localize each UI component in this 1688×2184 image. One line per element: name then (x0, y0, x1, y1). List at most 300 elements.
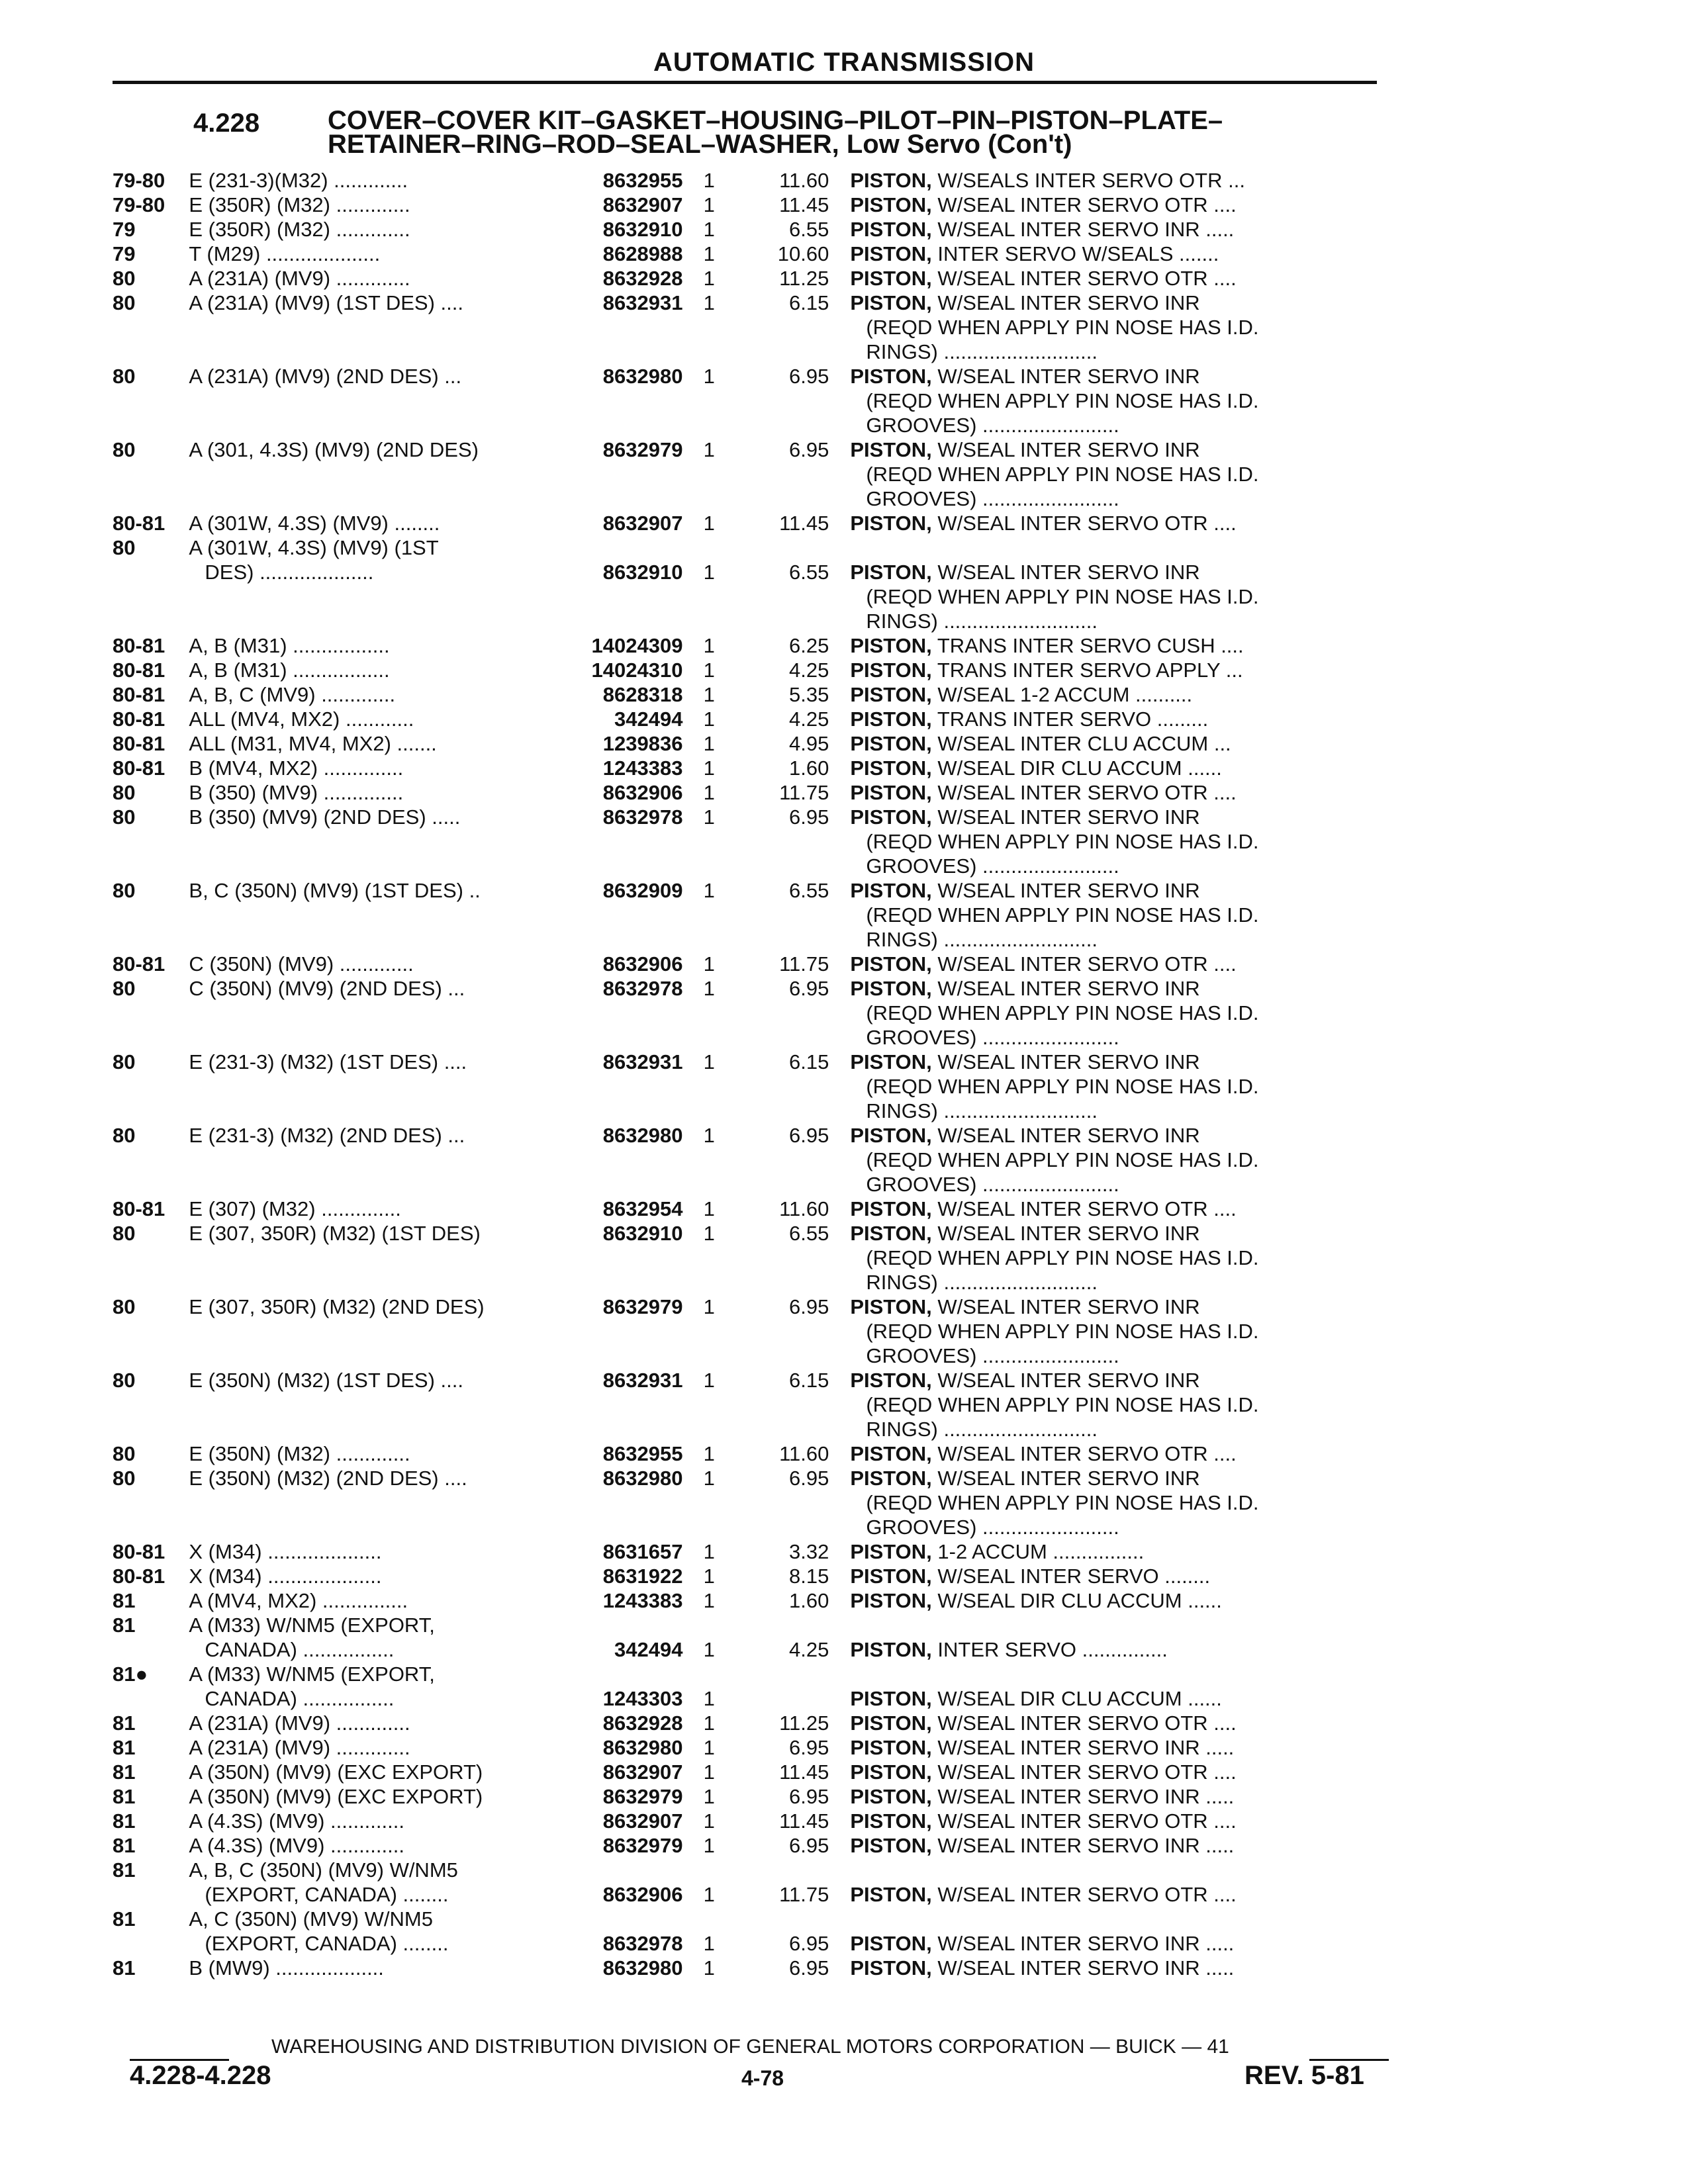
spacer (571, 1858, 682, 1882)
description-keyword: PISTON, (850, 634, 932, 657)
application-cell (189, 1613, 571, 1662)
description-cell (850, 1123, 1397, 1197)
description-line (850, 707, 1397, 731)
description-keyword: PISTON, (850, 977, 932, 1000)
description-rest: INTER SERVO ............... (931, 1638, 1168, 1661)
spacer (689, 535, 729, 560)
description-cell (850, 193, 1397, 217)
description-keyword: PISTON, (850, 193, 932, 216)
price: 6.95 (789, 1932, 829, 1955)
description-keyword: PISTON, (850, 1711, 932, 1735)
spacer (850, 1858, 1397, 1882)
price: 6.95 (789, 438, 829, 461)
price: 4.25 (789, 659, 829, 682)
application-cell (189, 1295, 571, 1368)
description-line: (REQD WHEN APPLY PIN NOSE HAS I.D. (866, 1491, 1259, 1514)
price: 4.95 (789, 732, 829, 755)
price: 3.32 (789, 1540, 829, 1563)
part-number-cell (571, 805, 689, 878)
application-line: DES) .................... (205, 561, 374, 584)
quantity-cell (689, 437, 729, 511)
description-rest: W/SEAL INTER SERVO OTR .... (931, 512, 1237, 535)
description-rest: W/SEAL INTER SERVO INR (931, 365, 1200, 388)
part-number: 8632910 (602, 1222, 683, 1245)
application-cell (189, 1735, 571, 1760)
part-number-cell (571, 1564, 689, 1588)
quantity: 1 (703, 879, 715, 902)
quantity: 1 (703, 1736, 715, 1759)
application-line: E (231-3) (M32) (1ST DES) .... (189, 1050, 467, 1073)
table-row (113, 1858, 1397, 1907)
quantity-cell (689, 1221, 729, 1295)
description-cell (850, 952, 1397, 976)
description-cell (850, 633, 1397, 658)
application-cell (189, 976, 571, 1050)
quantity: 1 (703, 291, 715, 314)
price-cell (729, 1221, 850, 1295)
quantity-cell (689, 1441, 729, 1466)
price-cell (729, 1050, 850, 1123)
price: 11.60 (779, 1442, 829, 1465)
table-row (113, 291, 1397, 364)
part-number-cell (571, 1197, 689, 1221)
part-number: 8632907 (602, 193, 683, 216)
application-line: A, B (M31) ................. (189, 659, 390, 682)
part-number-cell (571, 1662, 689, 1711)
price: 6.95 (789, 1834, 829, 1857)
description-line: (REQD WHEN APPLY PIN NOSE HAS I.D. (866, 316, 1259, 339)
year-cell: 80-81 (113, 634, 165, 657)
description-line: RINGS) ........................... (866, 1099, 1098, 1122)
quantity: 1 (703, 1760, 715, 1784)
quantity-cell (689, 511, 729, 535)
description-line (850, 976, 1397, 1001)
price-cell (729, 1907, 850, 1956)
table-row (113, 756, 1397, 780)
application-line: A (231A) (MV9) ............. (189, 1736, 410, 1759)
part-number: 8632910 (602, 561, 683, 584)
year-cell: 81● (113, 1662, 148, 1686)
quantity: 1 (703, 1711, 715, 1735)
part-number-cell (571, 682, 689, 707)
price-cell (729, 780, 850, 805)
application-line: E (350R) (M32) ............. (189, 218, 410, 241)
application-line: B (MV4, MX2) .............. (189, 756, 404, 780)
description-rest: W/SEAL INTER SERVO INR ..... (931, 1834, 1235, 1857)
part-number-cell (571, 1441, 689, 1466)
part-number: 8632980 (602, 1736, 683, 1759)
part-number: 8632928 (602, 1711, 683, 1735)
year-cell: 80-81 (113, 512, 165, 535)
quantity-cell (689, 1833, 729, 1858)
description-rest: W/SEAL INTER SERVO INR (931, 977, 1200, 1000)
application-line: B, C (350N) (MV9) (1ST DES) .. (189, 879, 481, 902)
year-cell: 80 (113, 781, 136, 804)
application-cell (189, 242, 571, 266)
part-number: 8628988 (602, 242, 683, 265)
description-keyword: PISTON, (850, 1760, 932, 1784)
application-cell (189, 1466, 571, 1539)
application-line: ALL (MV4, MX2) ............ (189, 707, 414, 731)
part-number: 8632980 (602, 1956, 683, 1979)
price: 11.60 (779, 169, 829, 192)
price-cell (729, 658, 850, 682)
application-cell (189, 633, 571, 658)
application-line: E (307, 350R) (M32) (2ND DES) (189, 1295, 485, 1318)
description-keyword: PISTON, (850, 1785, 932, 1808)
part-number: 8632907 (602, 1760, 683, 1784)
part-number: 8632907 (602, 1809, 683, 1833)
description-cell (850, 1784, 1397, 1809)
description-cell (850, 707, 1397, 731)
application-line: (EXPORT, CANADA) ........ (205, 1883, 449, 1906)
year-cell: 81 (113, 1589, 136, 1612)
part-number-cell (571, 535, 689, 633)
description-cell (850, 1050, 1397, 1123)
table-row (113, 535, 1397, 633)
part-number-cell (571, 511, 689, 535)
section-title-line1: COVER–COVER KIT–GASKET–HOUSING–PILOT–PIN–PISTON–PLATE– (328, 106, 1223, 135)
table-row (113, 1050, 1397, 1123)
description-keyword: PISTON, (850, 1369, 932, 1392)
quantity: 1 (703, 218, 715, 241)
description-rest: W/SEAL INTER SERVO INR (931, 561, 1200, 584)
application-cell (189, 1907, 571, 1956)
application-line: A (301, 4.3S) (MV9) (2ND DES) (189, 438, 479, 461)
part-number-cell (571, 364, 689, 437)
price: 4.25 (789, 1638, 829, 1661)
table-row (113, 1564, 1397, 1588)
application-line: A (350N) (MV9) (EXC EXPORT) (189, 1785, 483, 1808)
year-cell: 79 (113, 242, 136, 265)
description-line (850, 1050, 1397, 1074)
quantity-cell (689, 266, 729, 291)
part-number-cell (571, 633, 689, 658)
description-cell (850, 364, 1397, 437)
description-rest: W/SEAL INTER SERVO INR (931, 1467, 1200, 1490)
description-keyword: PISTON, (850, 1124, 932, 1147)
part-number: 1243383 (602, 756, 683, 780)
application-cell (189, 1662, 571, 1711)
quantity-cell (689, 707, 729, 731)
description-rest: W/SEAL INTER SERVO INR (931, 805, 1200, 829)
price-cell (729, 1662, 850, 1711)
description-rest: W/SEAL DIR CLU ACCUM ...... (931, 1687, 1222, 1710)
quantity: 1 (703, 169, 715, 192)
price: 6.15 (789, 291, 829, 314)
year-cell: 81 (113, 1614, 136, 1637)
quantity: 1 (703, 1589, 715, 1612)
description-line (850, 1833, 1397, 1858)
price-cell (729, 1539, 850, 1564)
part-number: 8632906 (602, 952, 683, 976)
price: 6.55 (789, 879, 829, 902)
part-number-cell (571, 707, 689, 731)
spacer (850, 1662, 1397, 1686)
price-cell (729, 1123, 850, 1197)
description-line: GROOVES) ........................ (866, 1344, 1119, 1367)
quantity-cell (689, 658, 729, 682)
price-cell (729, 1466, 850, 1539)
spacer (850, 1907, 1397, 1931)
description-rest: W/SEALS INTER SERVO OTR ... (931, 169, 1245, 192)
year-cell: 80 (113, 1050, 136, 1073)
application-cell (189, 756, 571, 780)
application-line: A (350N) (MV9) (EXC EXPORT) (189, 1760, 483, 1784)
table-row (113, 731, 1397, 756)
table-row (113, 1539, 1397, 1564)
year-cell: 80-81 (113, 707, 165, 731)
application-line: C (350N) (MV9) ............. (189, 952, 414, 976)
year-cell: 80 (113, 536, 136, 559)
price-cell (729, 193, 850, 217)
spacer (729, 1907, 829, 1931)
part-number-cell (571, 1588, 689, 1613)
description-rest: W/SEAL INTER SERVO INR ..... (931, 1785, 1235, 1808)
table-row (113, 1295, 1397, 1368)
table-row (113, 976, 1397, 1050)
part-number-cell (571, 1760, 689, 1784)
year-cell: 80 (113, 805, 136, 829)
description-rest: W/SEAL INTER SERVO OTR .... (931, 1883, 1237, 1906)
description-cell (850, 1466, 1397, 1539)
spacer (689, 1907, 729, 1931)
table-row (113, 805, 1397, 878)
description-rest: W/SEAL INTER SERVO OTR .... (931, 267, 1237, 290)
quantity: 1 (703, 1638, 715, 1661)
description-keyword: PISTON, (850, 1467, 932, 1490)
quantity: 1 (703, 952, 715, 976)
description-rest: W/SEAL DIR CLU ACCUM ...... (931, 1589, 1222, 1612)
application-line: B (350) (MV9) (2ND DES) ..... (189, 805, 461, 829)
quantity-cell (689, 1613, 729, 1662)
description-cell (850, 976, 1397, 1050)
table-row (113, 1711, 1397, 1735)
description-line: GROOVES) ........................ (866, 414, 1119, 437)
quantity-cell (689, 756, 729, 780)
application-line: CANADA) ................ (205, 1638, 395, 1661)
table-row (113, 1662, 1397, 1711)
price-cell (729, 756, 850, 780)
price-cell (729, 1784, 850, 1809)
description-line: GROOVES) ........................ (866, 487, 1119, 510)
application-line: A (M33) W/NM5 (EXPORT, (189, 1662, 435, 1686)
price-cell (729, 217, 850, 242)
price-cell (729, 1858, 850, 1907)
part-number-cell (571, 437, 689, 511)
quantity-cell (689, 1050, 729, 1123)
table-row (113, 1197, 1397, 1221)
description-keyword: PISTON, (850, 1834, 932, 1857)
table-row (113, 1809, 1397, 1833)
description-keyword: PISTON, (850, 365, 932, 388)
quantity-cell (689, 1123, 729, 1197)
part-number-cell (571, 731, 689, 756)
application-cell (189, 1564, 571, 1588)
application-line: A (301W, 4.3S) (MV9) ........ (189, 512, 440, 535)
part-number-cell (571, 1956, 689, 1980)
description-rest: W/SEAL INTER SERVO OTR .... (931, 1442, 1237, 1465)
description-line (850, 878, 1397, 903)
year-cell: 81 (113, 1711, 136, 1735)
description-cell (850, 535, 1397, 633)
year-cell: 81 (113, 1834, 136, 1857)
application-cell (189, 952, 571, 976)
table-row (113, 1784, 1397, 1809)
table-row (113, 780, 1397, 805)
part-number: 8632931 (602, 1369, 683, 1392)
price-cell (729, 1956, 850, 1980)
part-number: 8632979 (602, 1785, 683, 1808)
description-rest: W/SEAL INTER SERVO INR ..... (931, 1736, 1235, 1759)
quantity: 1 (703, 1050, 715, 1073)
price: 5.35 (789, 683, 829, 706)
description-keyword: PISTON, (850, 1956, 932, 1979)
application-line: E (307) (M32) .............. (189, 1197, 401, 1220)
quantity-cell (689, 242, 729, 266)
description-keyword: PISTON, (850, 561, 932, 584)
part-number-cell (571, 1466, 689, 1539)
part-number-cell (571, 242, 689, 266)
description-cell (850, 1907, 1397, 1956)
table-row (113, 266, 1397, 291)
description-line: RINGS) ........................... (866, 610, 1098, 633)
description-line (850, 1441, 1397, 1466)
application-cell (189, 1784, 571, 1809)
description-line (850, 511, 1397, 535)
price-cell (729, 682, 850, 707)
part-number: 342494 (614, 1638, 683, 1661)
quantity: 1 (703, 1932, 715, 1955)
description-line: RINGS) ........................... (866, 928, 1098, 951)
part-number: 8628318 (602, 683, 683, 706)
quantity-cell (689, 1295, 729, 1368)
price: 11.25 (779, 1711, 829, 1735)
table-row (113, 878, 1397, 952)
description-keyword: PISTON, (850, 242, 932, 265)
quantity: 1 (703, 1883, 715, 1906)
description-cell (850, 1662, 1397, 1711)
price-cell (729, 1735, 850, 1760)
description-rest: W/SEAL INTER CLU ACCUM ... (931, 732, 1231, 755)
spacer (571, 1907, 682, 1931)
application-cell (189, 1833, 571, 1858)
part-number-cell (571, 1858, 689, 1907)
description-line (850, 560, 1397, 584)
description-line (850, 242, 1397, 266)
part-number: 8632980 (602, 365, 683, 388)
description-rest: TRANS INTER SERVO ......... (931, 707, 1209, 731)
description-line: (REQD WHEN APPLY PIN NOSE HAS I.D. (866, 389, 1259, 412)
spacer (729, 1662, 829, 1686)
description-cell (850, 1368, 1397, 1441)
description-line: (REQD WHEN APPLY PIN NOSE HAS I.D. (866, 463, 1259, 486)
year-cell: 80 (113, 1124, 136, 1147)
quantity: 1 (703, 659, 715, 682)
quantity: 1 (703, 1467, 715, 1490)
price: 6.95 (789, 1295, 829, 1318)
price-cell (729, 168, 850, 193)
description-cell (850, 1295, 1397, 1368)
description-cell (850, 266, 1397, 291)
table-row (113, 1123, 1397, 1197)
year-cell: 81 (113, 1760, 136, 1784)
part-number-cell (571, 1539, 689, 1564)
table-row (113, 437, 1397, 511)
price: 11.75 (779, 781, 829, 804)
table-row (113, 1368, 1397, 1441)
application-cell (189, 878, 571, 952)
part-number: 8632980 (602, 1124, 683, 1147)
description-keyword: PISTON, (850, 291, 932, 314)
description-line (850, 1564, 1397, 1588)
description-rest: W/SEAL INTER SERVO INR (931, 879, 1200, 902)
price-cell (729, 878, 850, 952)
quantity-cell (689, 1564, 729, 1588)
year-cell: 80 (113, 438, 136, 461)
application-cell (189, 217, 571, 242)
application-line: A (301W, 4.3S) (MV9) (1ST (189, 536, 439, 559)
description-keyword: PISTON, (850, 438, 932, 461)
quantity-cell (689, 535, 729, 633)
price: 6.55 (789, 1222, 829, 1245)
description-line: (REQD WHEN APPLY PIN NOSE HAS I.D. (866, 1320, 1259, 1343)
description-cell (850, 780, 1397, 805)
application-line: A (231A) (MV9) (2ND DES) ... (189, 365, 462, 388)
application-line: A (4.3S) (MV9) ............. (189, 1809, 404, 1833)
description-line (850, 682, 1397, 707)
application-line: B (MW9) ................... (189, 1956, 384, 1979)
description-keyword: PISTON, (850, 169, 932, 192)
description-rest: W/SEAL INTER SERVO INR (931, 1050, 1200, 1073)
price-cell (729, 633, 850, 658)
description-line: GROOVES) ........................ (866, 1026, 1119, 1049)
description-line: GROOVES) ........................ (866, 1516, 1119, 1539)
year-cell: 81 (113, 1809, 136, 1833)
price-cell (729, 511, 850, 535)
year-cell: 80 (113, 291, 136, 314)
price: 6.55 (789, 218, 829, 241)
description-cell (850, 682, 1397, 707)
quantity: 1 (703, 1687, 715, 1710)
description-keyword: PISTON, (850, 1687, 932, 1710)
application-cell (189, 707, 571, 731)
part-number: 8632978 (602, 977, 683, 1000)
description-keyword: PISTON, (850, 1932, 932, 1955)
description-keyword: PISTON, (850, 1638, 932, 1661)
description-keyword: PISTON, (850, 1197, 932, 1220)
table-row (113, 217, 1397, 242)
spacer (689, 1858, 729, 1882)
price-cell (729, 291, 850, 364)
price: 11.45 (779, 512, 829, 535)
table-row (113, 1760, 1397, 1784)
description-line (850, 780, 1397, 805)
footer-revision: REV. 5-81 (1244, 2061, 1364, 2090)
table-row (113, 1833, 1397, 1858)
part-number-cell (571, 756, 689, 780)
price-cell (729, 1833, 850, 1858)
description-line (850, 1368, 1397, 1392)
application-line: A (4.3S) (MV9) ............. (189, 1834, 404, 1857)
part-number-cell (571, 291, 689, 364)
quantity-cell (689, 1588, 729, 1613)
quantity: 1 (703, 781, 715, 804)
year-cell: 80 (113, 1442, 136, 1465)
price: 6.95 (789, 1736, 829, 1759)
part-number: 8631657 (602, 1540, 683, 1563)
quantity-cell (689, 291, 729, 364)
